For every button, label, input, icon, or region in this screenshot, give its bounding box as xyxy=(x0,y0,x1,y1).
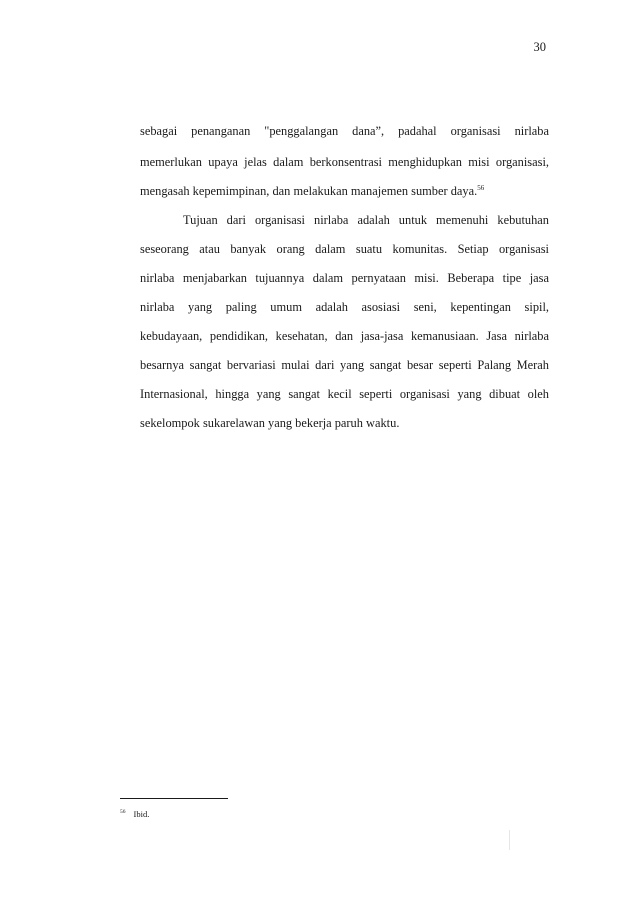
paragraph-2-line-7: Internasional, hingga yang sangat kecil seperti organisasi yang dibuat oleh xyxy=(140,387,549,401)
paragraph-2-line-6: besarnya sangat bervariasi mulai dari yang sangat besar seperti Palang Merah xyxy=(140,358,549,372)
paragraph-2-line-8: sekelompok sukarelawan yang bekerja paruh waktu. xyxy=(140,416,400,430)
paragraph-1-line-2: memerlukan upaya jelas dalam berkonsentrasi menghidupkan misi organisasi, xyxy=(140,155,549,169)
footnote-number: 56 xyxy=(120,809,126,816)
paragraph-2-line-1: Tujuan dari organisasi nirlaba adalah untuk memenuhi kebutuhan xyxy=(183,213,549,227)
footnote-text: Ibid. xyxy=(133,809,150,819)
footnote-reference-56: 56 xyxy=(477,183,485,192)
paragraph-1-line-3-text: mengasah kepemimpinan, dan melakukan manajemen sumber daya. xyxy=(140,184,478,198)
footnote-rule xyxy=(120,798,228,799)
paragraph-1-line-3 xyxy=(140,184,549,199)
paragraph-2-line-2: seseorang atau banyak orang dalam suatu komunitas. Setiap organisasi xyxy=(140,242,549,256)
paragraph-2-line-5: kebudayaan, pendidikan, kesehatan, dan jasa-jasa kemanusiaan. Jasa nirlaba xyxy=(140,329,549,343)
margin-guide-line xyxy=(509,830,510,850)
paragraph-2-line-4: nirlaba yang paling umum adalah asosiasi seni, kepentingan sipil, xyxy=(140,300,549,314)
paragraph-2-line-3: nirlaba menjabarkan tujuannya dalam pernyataan misi. Beberapa tipe jasa xyxy=(140,271,549,285)
footnote-56 xyxy=(120,809,149,819)
page-number: 30 xyxy=(533,40,546,54)
paragraph-1-line-1: sebagai penanganan "penggalangan dana”, padahal organisasi nirlaba xyxy=(140,124,549,138)
